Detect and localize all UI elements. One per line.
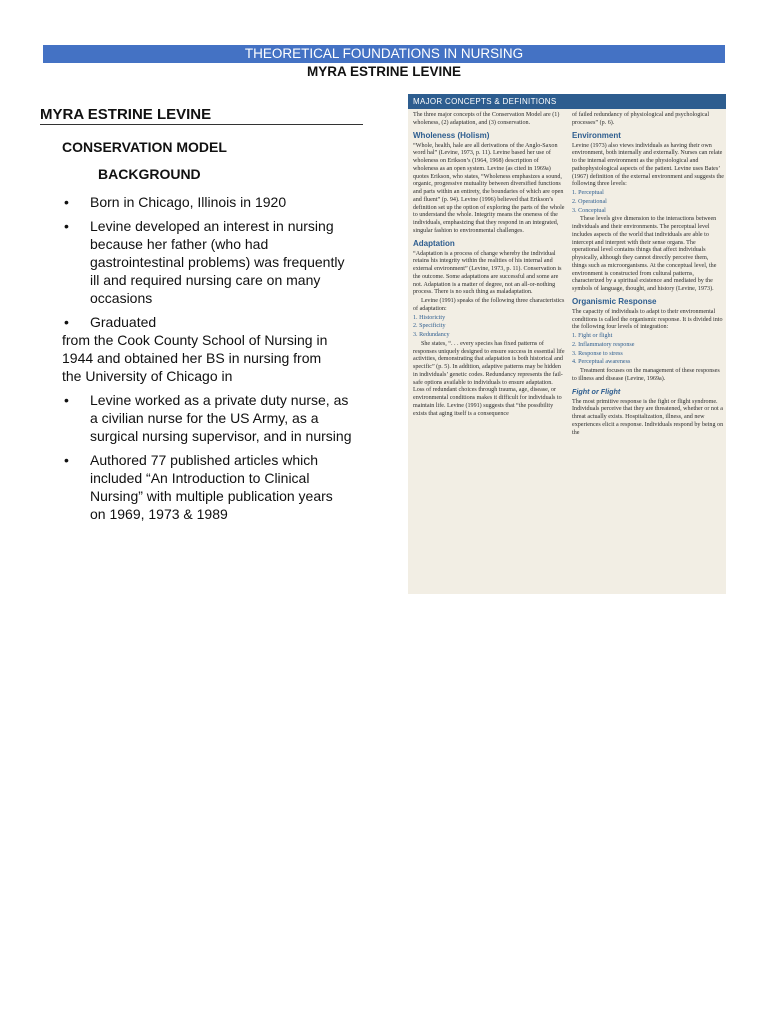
list-item-line: • Born in Chicago, Illinois in 1920 xyxy=(90,194,287,210)
environment-list-item: 2. Operational xyxy=(572,198,607,205)
wholeness-heading: Wholeness (Holism) xyxy=(413,130,490,140)
list-item-line: because her father (who had xyxy=(90,236,269,252)
list-item-line: Nursing” with multiple publication years xyxy=(90,488,333,504)
environment-paragraph: Levine (1973) also views individuals as having their own environment, both internally and externally. Nurses can relate to the internal environment as the physiological and pathophysiological aspects of the patient. Levine uses Bates’ (1967) definition of the external environment and suggests the following three levels: xyxy=(572,142,724,188)
adaptation-list-item: 1. Historicity xyxy=(413,314,446,321)
model-heading: CONSERVATION MODEL xyxy=(62,139,227,155)
organismic-heading: Organismic Response xyxy=(572,296,657,306)
adaptation-list-item: 3. Redundancy xyxy=(413,332,450,338)
adaptation-paragraph: Levine (1991) speaks of the following three characteristics of adaptation: xyxy=(413,298,565,312)
theorist-heading: MYRA ESTRINE LEVINE xyxy=(40,106,212,123)
list-item-line: • Graduated xyxy=(90,314,157,330)
list-item-line: • Levine worked as a private duty nurse, as xyxy=(90,392,349,408)
fight-flight-paragraph: The most primitive response is the fight or flight syndrome. Individuals perceive that they are threatened, whether or not a threat actually exists. Hospitalization, illness, and new experiences elicit a response. Individuals respond by being on the xyxy=(572,398,724,436)
environment-paragraph: These levels give dimension to the interactions between individuals and their environments. The perceptual level includes aspects of the world that individuals are able to intercept and interpret with their sense organs. The operational level contains things that affect individuals physically, although they cannot directly perceive them, things such as microorganisms. At the conceptual level, the environment is constructed from cultural patterns, characterized by a spiritual existence and mediated by the symbols of language, thought, and history (Levine, 1973). xyxy=(572,216,717,292)
list-item-line: the University of Chicago in xyxy=(62,368,233,384)
background-heading: BACKGROUND xyxy=(98,166,201,182)
organismic-list-item: 4. Perceptual awareness xyxy=(572,359,631,366)
concepts-left-column xyxy=(413,112,565,419)
list-item-line: • Authored 77 published articles which xyxy=(90,452,319,468)
adaptation-list-item: 2. Specificity xyxy=(413,323,446,330)
list-item-line: surgical nursing supervisor, and in nursing xyxy=(90,428,352,444)
environment-list-item: 1. Perceptual xyxy=(572,190,604,196)
concepts-right-column xyxy=(572,112,724,438)
adaptation-paragraph: She states, “. . . every species has fixed patterns of responses uniquely designed to ensure success in essential life activities, demonstrating that adaptation is both historical and specific” (p. 5). In addition, adaptive patterns may be hidden in individuals’ genetic codes. Redundancy represents the fail-safe options available to individuals to ensure adaptation. Loss of redundant choices through trauma, age, disease, or environmental conditions makes it difficult for individuals to maintain life. Levine (1991) suggests that “the possibility exists that aging itself is a consequence xyxy=(413,340,565,417)
adaptation-heading: Adaptation xyxy=(413,238,455,248)
list-item-line: a civilian nurse for the US Army, as a xyxy=(90,410,319,426)
list-item-line: on 1969, 1973 & 1989 xyxy=(90,506,228,522)
intro-paragraph: The three major concepts of the Conservation Model are (1) wholeness, (2) adaptation, and (3) conservation. xyxy=(413,112,560,126)
list-item-line: ill and required nursing care on many xyxy=(90,272,321,288)
organismic-paragraph: Treatment focuses on the management of these responses to illness and disease (Levine, 1969a). xyxy=(572,368,720,382)
continuation-paragraph: of failed redundancy of physiological and psychological processes” (p. 6). xyxy=(572,112,710,126)
document-subtitle: MYRA ESTRINE LEVINE xyxy=(306,64,462,79)
list-item-line: from the Cook County School of Nursing in xyxy=(62,332,328,348)
background-list xyxy=(62,193,362,529)
organismic-list-item: 1. Fight or flight xyxy=(572,333,613,339)
list-item-line: occasions xyxy=(90,290,153,306)
list-item-line: gastrointestinal problems) was frequently xyxy=(90,254,345,270)
list-item xyxy=(62,217,362,307)
adaptation-paragraph: “Adaptation is a process of change whereby the individual retains his integrity within the realities of his internal and external environment” (Levine, 1973, p. 11). Conservation is the outcome. Some adaptations are successful and some are not. Adaptation is a matter of degree, not an all-or-nothing process. There is no such thing as maladaptation. xyxy=(413,250,562,296)
wholeness-paragraph: “Whole, health, hale are all derivations of the Anglo-Saxon word hal” (Levine, 1973, p. 11). Levine based her use of wholeness on Erikson’s (1964, 1968) description of wholeness as an open system. Levine (as cited in 1969a) quotes Erikson, who states, “Wholeness emphasizes a sound, organic, progressive mutuality between diversified functions and parts within an entirety, the boundaries of which are open and fluent” (p. 94). Levine (1996) believed that Erikson’s definition set up the option of exploring the parts of the whole to understand the whole. Integrity means the oneness of the individuals, emphasizing that they respond in an integrated, singular fashion to environmental challenges. xyxy=(413,142,565,234)
environment-heading: Environment xyxy=(572,130,621,140)
list-item xyxy=(62,193,362,211)
environment-list-item: 3. Conceptual xyxy=(572,207,606,214)
organismic-list-item: 3. Response to stress xyxy=(572,350,623,357)
list-item xyxy=(62,391,362,445)
list-item xyxy=(62,313,362,385)
concepts-textbook-image xyxy=(408,94,726,594)
organismic-paragraph: The capacity of individuals to adapt to their environmental conditions is called the organismic response. It is divided into the following four levels of integration: xyxy=(572,308,723,331)
fight-flight-heading: Fight or Flight xyxy=(572,386,621,396)
list-item-line: 1944 and obtained her BS in nursing from xyxy=(62,350,322,366)
list-item-line: • Levine developed an interest in nursing xyxy=(90,218,334,234)
document-banner: THEORETICAL FOUNDATIONS IN NURSING xyxy=(43,45,725,63)
list-item-line: included “An Introduction to Clinical xyxy=(90,470,310,486)
organismic-list-item: 2. Inflammatory response xyxy=(572,341,635,348)
list-item xyxy=(62,451,362,523)
concepts-panel-title: MAJOR CONCEPTS & DEFINITIONS xyxy=(408,94,726,109)
heading-divider xyxy=(40,124,363,125)
